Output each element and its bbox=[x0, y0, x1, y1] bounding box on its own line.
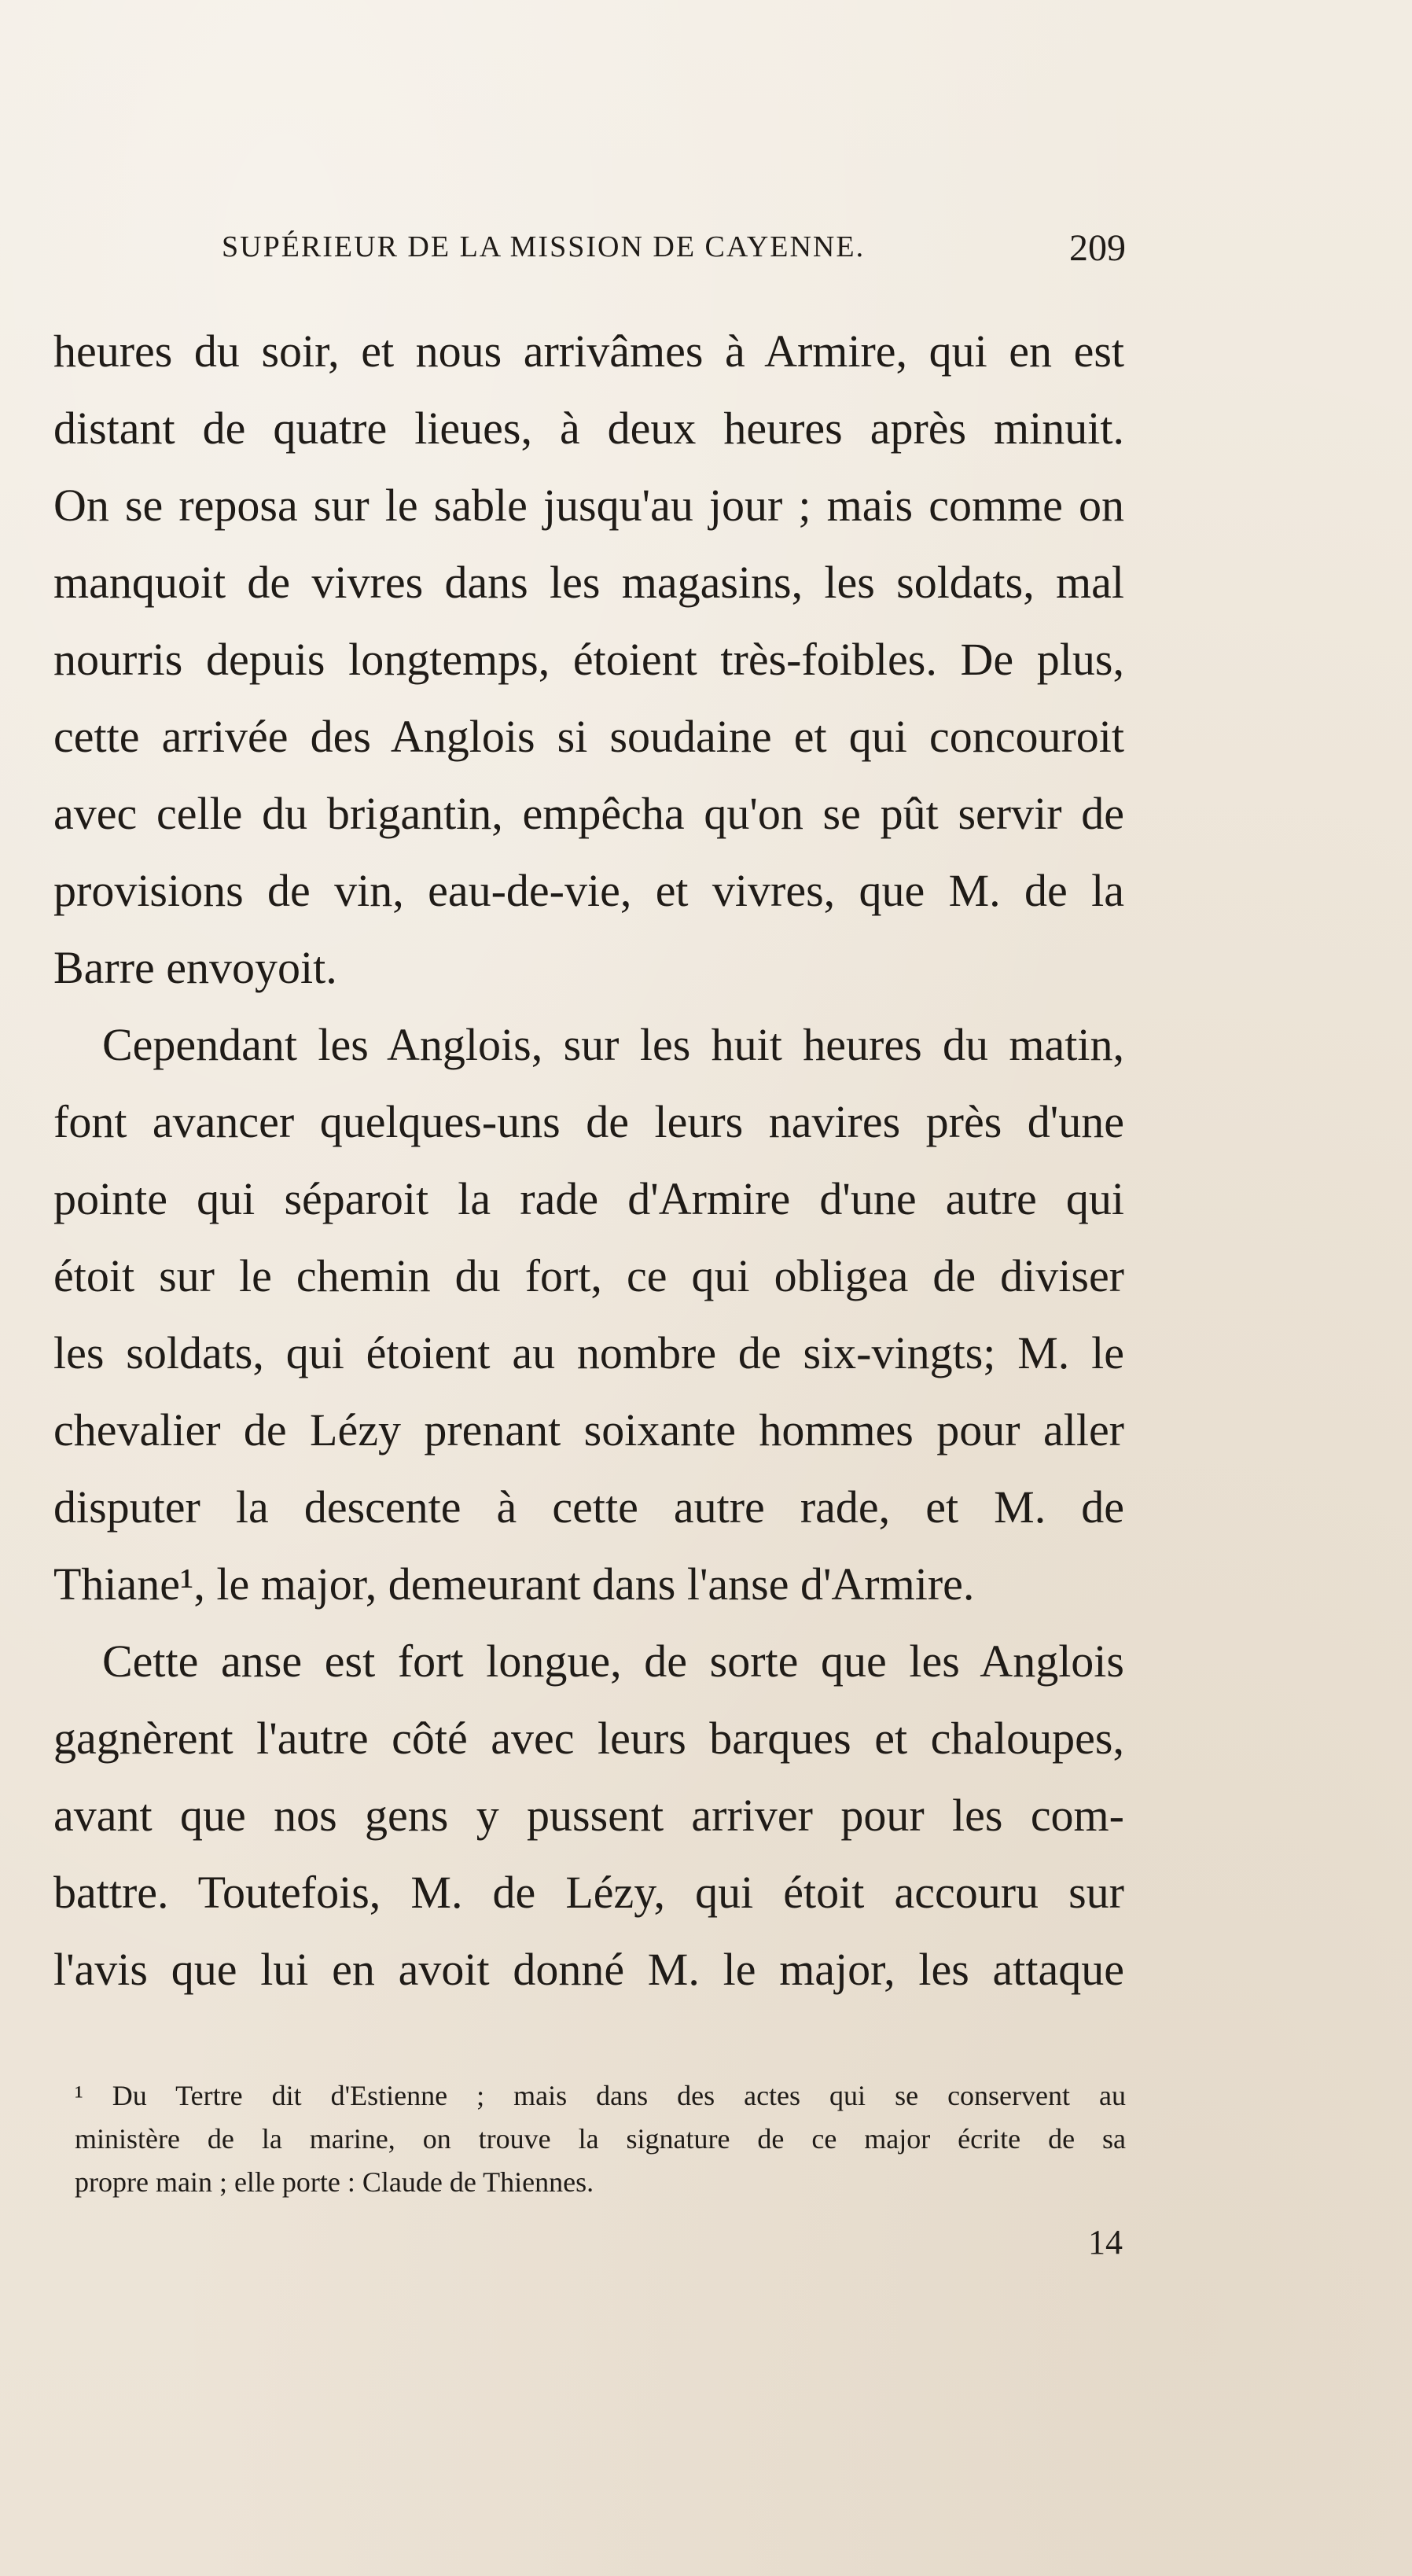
text-line: disputer la descente à cette autre rade, et M. de bbox=[53, 1481, 1124, 1533]
text-line: avec celle du brigantin, empêcha qu'on se pût servir de bbox=[53, 788, 1124, 839]
text-line: Barre envoyoit. bbox=[53, 942, 337, 993]
text-line: font avancer quelques-uns de leurs navires près d'une bbox=[53, 1096, 1124, 1147]
text-line: battre. Toutefois, M. de Lézy, qui étoit accouru sur bbox=[53, 1867, 1124, 1918]
text-line: cette arrivée des Anglois si soudaine et qui concouroit bbox=[53, 711, 1124, 762]
text-line: heures du soir, et nous arrivâmes à Armire, qui en est bbox=[53, 326, 1124, 377]
text-line: avant que nos gens y pussent arriver pour les com- bbox=[53, 1790, 1124, 1841]
text-line: distant de quatre lieues, à deux heures après minuit. bbox=[53, 403, 1124, 454]
footnote-line: propre main ; elle porte : Claude de Thiennes. bbox=[75, 2166, 594, 2198]
text-line: étoit sur le chemin du fort, ce qui obligea de diviser bbox=[53, 1250, 1124, 1301]
text-line: Cependant les Anglois, sur les huit heures du matin, bbox=[102, 1019, 1124, 1070]
text-line: pointe qui séparoit la rade d'Armire d'une autre qui bbox=[53, 1173, 1124, 1224]
running-title: SUPÉRIEUR DE LA MISSION DE CAYENNE. bbox=[222, 230, 866, 263]
text-line: On se reposa sur le sable jusqu'au jour ; mais comme on bbox=[53, 480, 1124, 531]
footnote bbox=[75, 2074, 1126, 2204]
footnote-line: ¹ Du Tertre dit d'Estienne ; mais dans des actes qui se conservent au bbox=[75, 2080, 1126, 2111]
text-line: gagnèrent l'autre côté avec leurs barques et chaloupes, bbox=[53, 1713, 1124, 1764]
footnote-line: ministère de la marine, on trouve la signature de ce major écrite de sa bbox=[75, 2123, 1126, 2155]
text-line: l'avis que lui en avoit donné M. le major, les attaque bbox=[53, 1944, 1124, 1995]
signature-mark: 14 bbox=[1088, 2223, 1123, 2261]
text-line: les soldats, qui étoient au nombre de six-vingts; M. le bbox=[53, 1327, 1124, 1378]
running-head bbox=[222, 227, 1126, 277]
text-line: chevalier de Lézy prenant soixante hommes pour aller bbox=[53, 1404, 1124, 1455]
text-line: Thiane¹, le major, demeurant dans l'anse d'Armire. bbox=[53, 1558, 975, 1610]
text-line: nourris depuis longtemps, étoient très-foibles. De plus, bbox=[53, 634, 1124, 685]
text-line: manquoit de vivres dans les magasins, les soldats, mal bbox=[53, 557, 1124, 608]
main-text bbox=[53, 313, 1124, 2008]
text-line: provisions de vin, eau-de-vie, et vivres, que M. de la bbox=[53, 865, 1124, 916]
text-line: Cette anse est fort longue, de sorte que les Anglois bbox=[102, 1636, 1124, 1687]
page-number: 209 bbox=[1069, 227, 1126, 269]
